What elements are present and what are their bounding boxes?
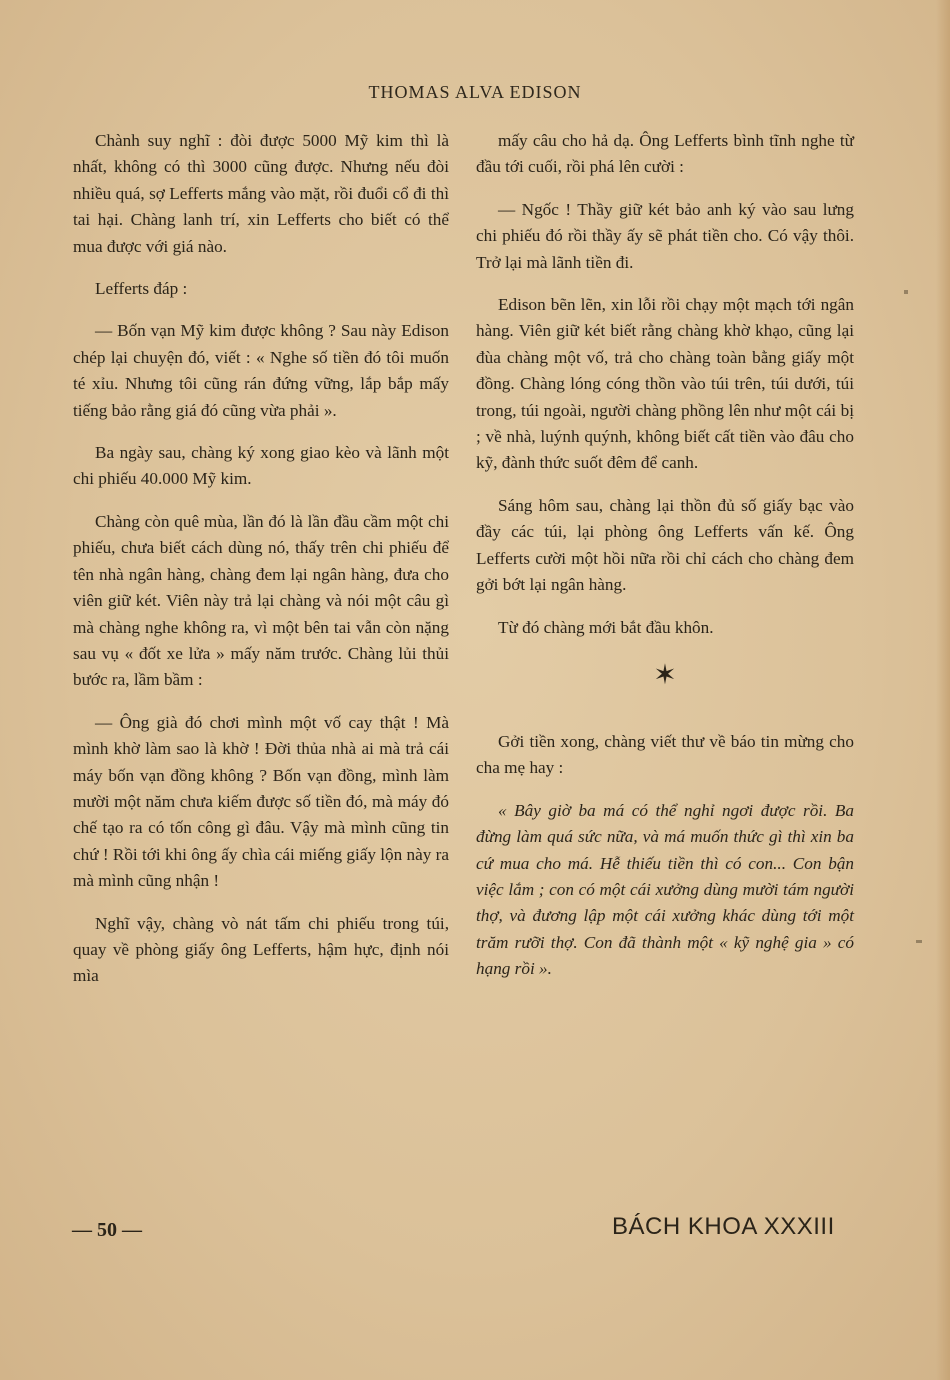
right-column [476, 128, 854, 999]
paragraph: Gởi tiền xong, chàng viết thư về báo tin mừng cho cha mẹ hay : [476, 731, 854, 778]
paragraph: Lefferts đáp : [95, 279, 188, 299]
paragraph: Edison bẽn lẽn, xin lỗi rồi chạy một mạch tới ngân hàng. Viên giữ két biết rằng chàng khờ khạo, cũng lại đùa chàng một vố, trả cho chàng toàn bằng giấy một đồng. Chàng lóng cóng thồn vào túi trên, túi dưới, túi trong, túi ngoài, người chàng phồng lên như một cái bị ; về nhà, luýnh quýnh, không biết cất tiền vào đâu cho kỹ, đành thức suốt đêm để canh. [476, 295, 854, 473]
paper-speck [916, 940, 922, 943]
letter-quote: « Bây giờ ba má có thể nghỉ ngơi được rồi. Ba đừng làm quá sức nữa, và má muốn thức gì thì xin ba cứ mua cho má. Hễ thiếu tiền thì có con... Con bận việc lắm ; con có một cái xưởng dùng mười tám người thợ, và đương lập một cái xưởng khác dùng tới một trăm rưỡi thợ. Con đã thành một « kỹ nghệ gia » có hạng rồi ». [476, 800, 854, 979]
left-column [73, 128, 449, 1006]
paragraph: mấy câu cho hả dạ. Ông Lefferts bình tĩnh nghe từ đầu tới cuối, rồi phá lên cười : [476, 131, 854, 177]
publication-name: BÁCH KHOA XXXIII [612, 1213, 835, 1240]
paragraph: Ba ngày sau, chàng ký xong giao kèo và lãnh một chi phiếu 40.000 Mỹ kim. [73, 443, 449, 489]
paragraph: Sáng hôm sau, chàng lại thồn đủ số giấy bạc vào đầy các túi, lại phòng ông Lefferts vấn kế. Ông Lefferts cười một hồi nữa rồi chỉ cách cho chàng đem gởi bớt lại ngân hàng. [476, 495, 854, 595]
paragraph: — Ngốc ! Thầy giữ két bảo anh ký vào sau lưng chi phiếu đó rồi thầy ấy sẽ phát tiền cho. Có vậy thôi. Trở lại mà lãnh tiền đi. [476, 199, 854, 272]
paragraph: Từ đó chàng mới bắt đầu khôn. [498, 617, 714, 637]
running-title: THOMAS ALVA EDISON [368, 82, 582, 102]
page-number: — 50 — [72, 1219, 142, 1241]
paragraph: Chành suy nghĩ : đòi được 5000 Mỹ kim thì là nhất, không có thì 3000 cũng được. Nhưng nếu đòi nhiều quá, sợ Lefferts mắng vào mặt, rồi đuổi cổ đi thì tai hại. Chàng lanh trí, xin Lefferts cho biết có thể mua được với giá nào. [73, 131, 449, 256]
paragraph: Nghĩ vậy, chàng vò nát tấm chi phiếu trong túi, quay về phòng giấy ông Lefferts, hậm hực, định nói mìa [73, 913, 449, 986]
paragraph: — Bốn vạn Mỹ kim được không ? Sau này Edison chép lại chuyện đó, viết : « Nghe số tiền đó tôi muốn té xỉu. Nhưng tôi cũng rán đứng vững, lắp bắp mấy tiếng bảo rằng giá đó cũng vừa phải ». [73, 321, 449, 420]
paragraph: — Ông già đó chơi mình một vố cay thật ! Mà mình khờ làm sao là khờ ! Đời thủa nhà ai mà trả cái máy bốn vạn đồng không ? Bốn vạn đồng, mình làm mười một năm chưa kiếm được số tiền đó, mà máy đó chế tạo ra có tốn công gì đâu. Vậy mà mình cũng tin chứ ! Rồi tới khi ông ấy chìa cái miếng giấy lộn này ra mà mình cũng nhận ! [73, 712, 449, 891]
section-separator-star-icon: ✶ [653, 659, 677, 691]
paragraph: Chàng còn quê mùa, lần đó là lần đầu cầm một chi phiếu, chưa biết cách dùng nó, thấy trên chi phiếu để tên nhà ngân hàng, chàng đem lại ngân hàng, đưa cho viên giữ két. Viên này trả lại chàng và nói một câu gì mà chàng nghe không ra, vì một bên tai vẫn còn nặng sau vụ « đốt xe lửa » mấy năm trước. Chàng lủi thủi bước ra, lầm bầm : [73, 511, 449, 690]
paper-edge [936, 0, 950, 1380]
paper-speck [904, 290, 908, 294]
